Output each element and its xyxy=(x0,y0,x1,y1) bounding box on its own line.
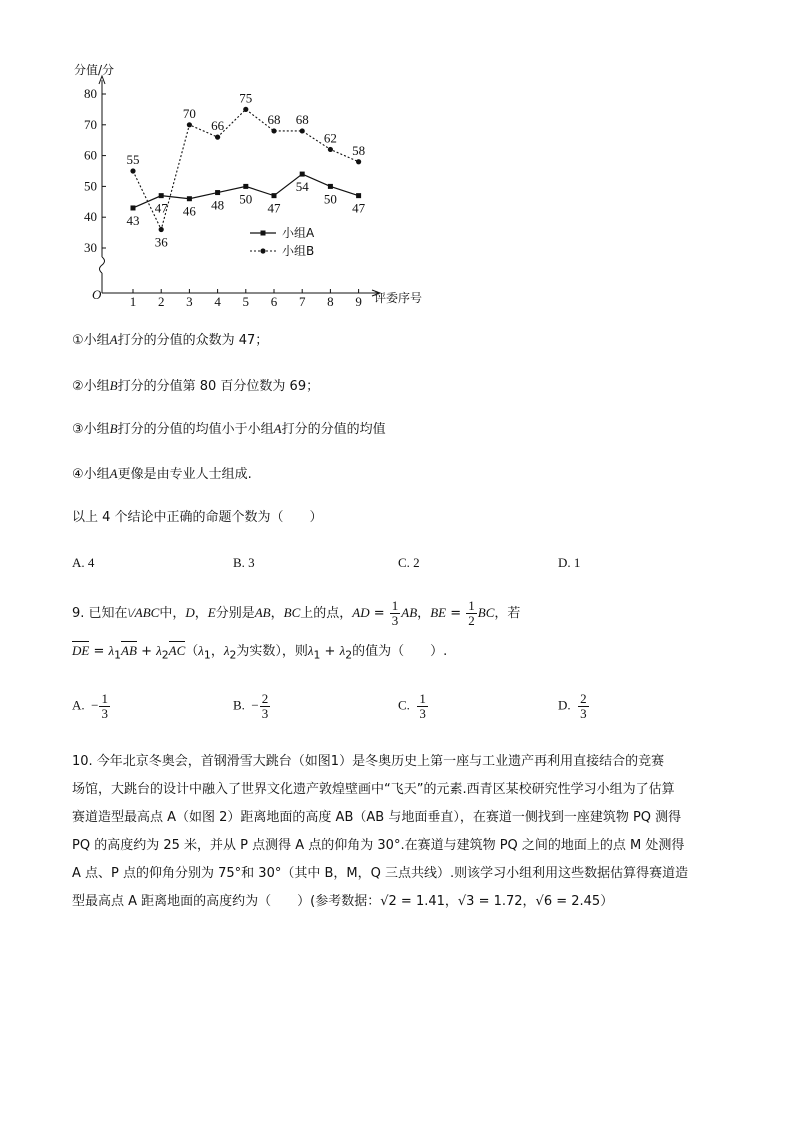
series-a-data-label: 54 xyxy=(295,179,309,195)
series-a-point xyxy=(215,190,220,195)
y-tick-label: 60 xyxy=(84,147,97,163)
statement-1: ①小组A打分的分值的众数为 47； xyxy=(72,332,269,348)
series-a-data-label: 46 xyxy=(182,203,196,219)
legend-a-label: 小组A xyxy=(282,226,315,240)
fraction-one-third: $\frac{1}{3}$ xyxy=(391,598,399,628)
question-10-line: 赛道造型最高点 A（如图 2）距离地面的高度 AB（AB 与地面垂直），在赛道一侧找到一座建筑物 PQ 测得 xyxy=(72,810,682,825)
q9-option-d[interactable]: D. $\frac{2}{3}$ xyxy=(558,691,587,721)
x-axis-title: 评委序号 xyxy=(374,291,423,305)
series-a-data-label: 50 xyxy=(239,191,253,207)
series-b-point xyxy=(271,128,276,133)
series-a-data-label: 43 xyxy=(126,212,140,228)
q8-option-a[interactable]: A. 4 xyxy=(72,555,95,570)
y-tick-label: 40 xyxy=(84,209,97,225)
series-a-point xyxy=(187,196,192,201)
series-b-data-label: 70 xyxy=(182,105,196,121)
chart-legend xyxy=(250,226,315,258)
x-tick-label: 3 xyxy=(186,294,193,308)
series-a-point xyxy=(131,205,136,210)
statement-3: ③小组B打分的分值的均值小于小组A打分的分值的均值 xyxy=(72,421,386,437)
question-9-line-2: DE = $\lambda_1AB + \lambda_2AC(\lambda_1$，$\lambda_2$为实数），则$\lambda_1 + \lambda_2$的值为（ ）. xyxy=(72,643,448,662)
series-b-point xyxy=(159,227,164,232)
series-a-point xyxy=(243,184,248,189)
series-b-point xyxy=(243,107,248,112)
question-9-line-1: 9. 已知在\/ABC中，D，E分别是AB，BC上的点，AD = $\frac{1}{3}$ AB，BE = $\frac{1}{2}$ BC，若 xyxy=(72,598,521,628)
y-tick-label: 80 xyxy=(84,86,97,101)
statement-4: ④小组A更像是由专业人士组成. xyxy=(72,466,252,482)
series-b-data-label: 55 xyxy=(126,152,140,167)
statement-2: ②小组B打分的分值第 80 百分位数为 69； xyxy=(72,378,320,394)
series-b-point xyxy=(215,135,220,140)
question-8-prompt: 以上 4 个结论中正确的命题个数为（ ） xyxy=(72,510,323,525)
origin-label: O xyxy=(92,287,102,302)
series-a-point xyxy=(159,193,164,198)
series-a-point xyxy=(300,172,305,177)
x-tick-label: 5 xyxy=(242,294,250,308)
y-tick-label: 50 xyxy=(84,178,97,194)
q8-option-c[interactable]: C. 2 xyxy=(398,555,420,570)
series-a-point xyxy=(328,184,333,189)
x-tick-label: 7 xyxy=(298,294,306,308)
y-axis-break xyxy=(100,257,105,273)
series-a-point xyxy=(272,193,277,198)
q8-option-b[interactable]: B. 3 xyxy=(233,555,255,570)
question-10-line: PQ 的高度约为 25 米，并从 P 点测得 A 点的仰角为 30°.在赛道与建筑物 PQ 之间的地面上的点 M 处测得 xyxy=(72,838,685,853)
q8-option-d[interactable]: D. 1 xyxy=(558,555,581,570)
series-b-data-label: 68 xyxy=(295,111,309,127)
series-b-data-label: 58 xyxy=(352,142,366,158)
legend-b-label: 小组B xyxy=(282,244,315,258)
series-b-point xyxy=(130,168,135,173)
series-b-point xyxy=(187,122,192,127)
question-10-line: 场馆，大跳台的设计中融入了世界文化遗产敦煌壁画中“飞天”的元素.西青区某校研究性学习小组为了估算 xyxy=(72,782,675,797)
series-b-data-label: 68 xyxy=(267,111,281,127)
question-10-line: A 点、P 点的仰角分别为 75°和 30°（其中 B，M，Q 三点共线）.则该学习小组利用这些数据估算得赛道造 xyxy=(72,866,689,881)
series-b-point xyxy=(300,128,305,133)
series-a-data-label: 47 xyxy=(267,200,281,216)
q9-option-a[interactable]: A. − $\frac{1}{3}$ xyxy=(72,691,108,721)
series-b-data-label: 62 xyxy=(323,130,337,146)
series-a-data-label: 50 xyxy=(323,191,337,207)
series-b-data-label: 66 xyxy=(211,118,225,134)
series-a-data-label: 47 xyxy=(154,200,168,216)
legend-b-marker xyxy=(260,248,265,253)
score-line-chart xyxy=(60,58,460,308)
series-a-data-label: 47 xyxy=(352,200,366,216)
x-tick-label: 4 xyxy=(214,294,221,308)
y-tick-label: 70 xyxy=(84,116,97,132)
y-axis-title: 分值/分 xyxy=(74,63,115,77)
y-tick-label: 30 xyxy=(84,240,97,255)
series-a-data-label: 48 xyxy=(211,197,225,213)
question-10-line: 型最高点 A 距离地面的高度约为（ ）(参考数据：√2 = 1.41，√3 = 1.72，√6 = 2.45） xyxy=(72,894,614,909)
fraction-one-half: $\frac{1}{2}$ xyxy=(468,598,475,628)
series-b-data-label: 75 xyxy=(239,90,253,106)
legend-a-marker xyxy=(261,231,266,236)
question-10 xyxy=(72,748,728,916)
series-b-point xyxy=(356,159,361,164)
series-b-data-label: 36 xyxy=(154,234,168,250)
x-tick-label: 6 xyxy=(270,294,278,308)
x-tick-label: 8 xyxy=(327,294,334,308)
x-tick-label: 9 xyxy=(355,294,362,308)
q9-option-c[interactable]: C. $\frac{1}{3}$ xyxy=(398,691,426,721)
series-a-point xyxy=(356,193,361,198)
x-tick-label: 2 xyxy=(157,294,165,308)
series-b-point xyxy=(328,147,333,152)
question-10-line: 10. 今年北京冬奥会，首钢滑雪大跳台（如图1）是冬奥历史上第一座与工业遗产再利用直接结合的竞赛 xyxy=(72,754,665,769)
x-tick-label: 1 xyxy=(129,294,137,308)
q9-option-b[interactable]: B. − $\frac{2}{3}$ xyxy=(233,691,269,721)
